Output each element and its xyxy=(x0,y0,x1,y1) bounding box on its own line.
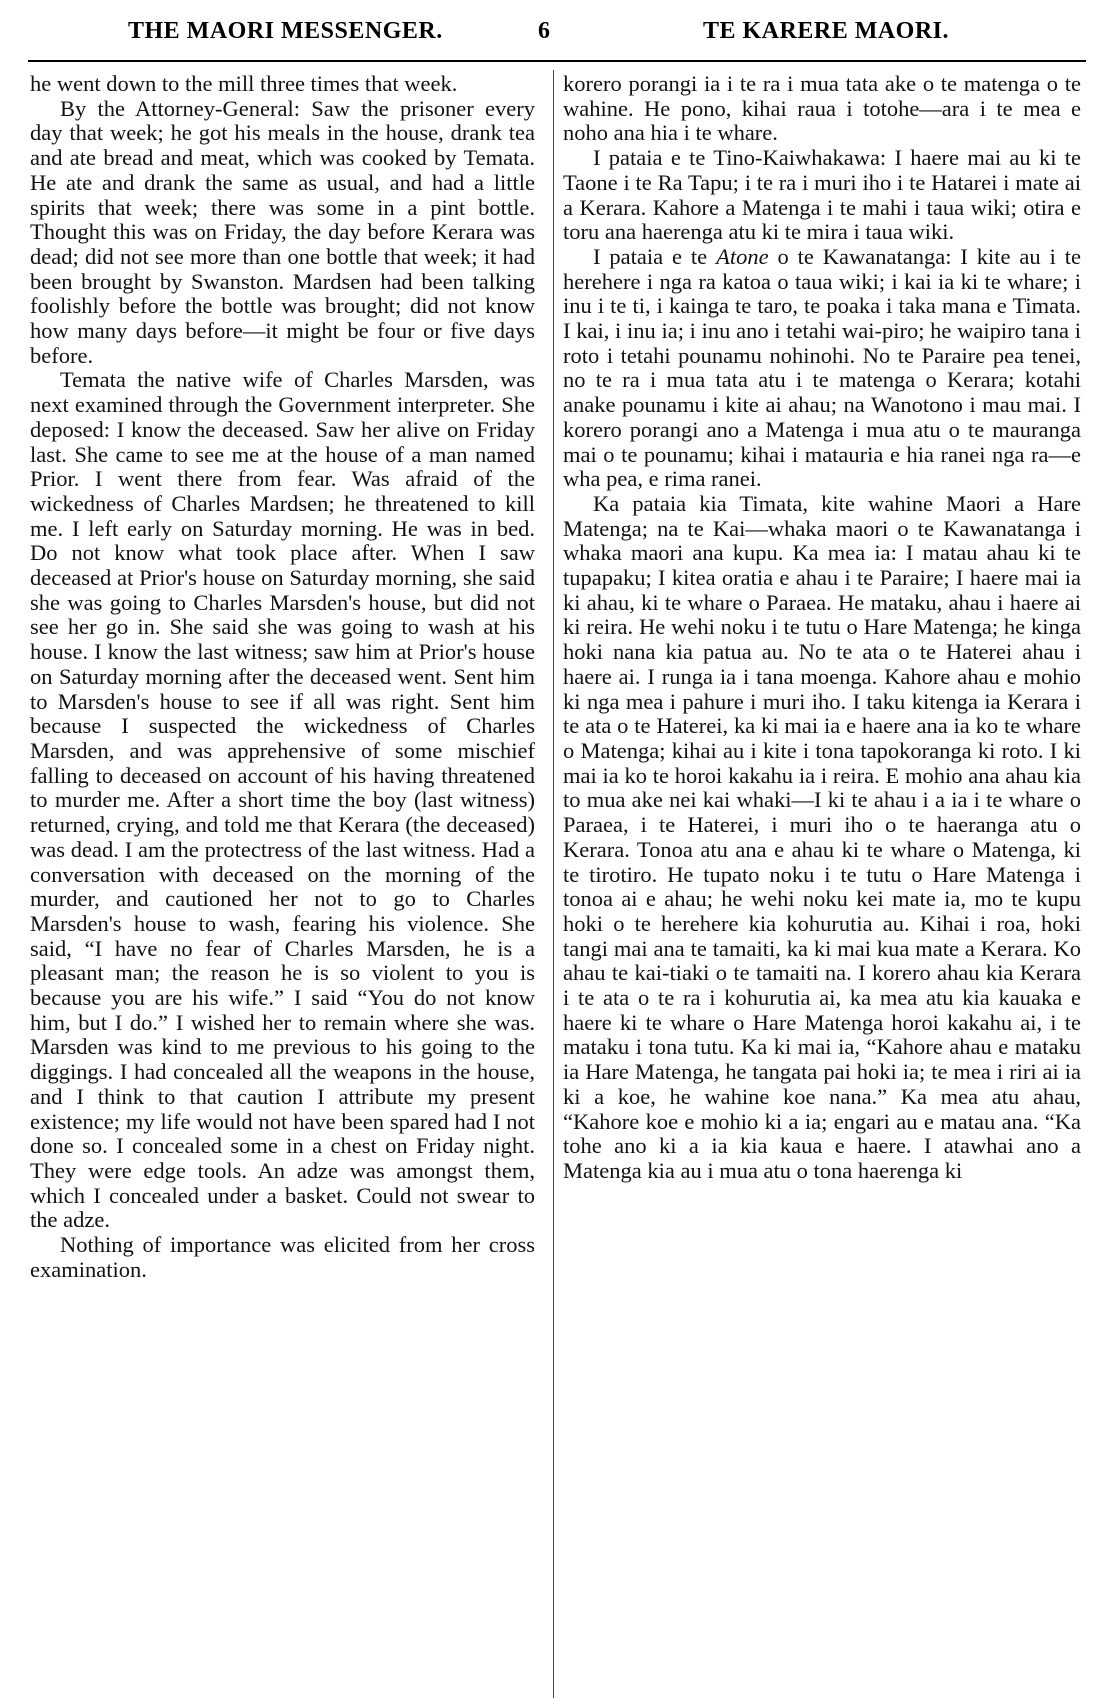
paragraph: korero porangi ia i te ra i mua tata ake o te matenga o te wahine. He pono, kihai raua i totohe—ara i te mea e noho ana hia i te whare. xyxy=(563,71,1081,146)
italic-word: Atone xyxy=(716,243,769,269)
header-rule xyxy=(28,60,1086,62)
paragraph: Ka pataia kia Timata, kite wahine Maori a Hare Matenga; na te Kai—whaka maori o te Kawanatanga i whaka maori ana kupu. Ka mea ia: I matau ahau ki te tupapaku; I kitea oratia e ahau i te Paraire; I haere mai ia ki ahau, ki te whare o Paraea. He mataku, ahau i haere ai ki reira. He wehi noku i te tutu o Hare Matenga; he kinga hoki nana kia patua au. No te ata o te Haterei ahau i haere ai. I runga ia i tana moenga. Kahore ahau e mohio ki nga mea i pahure i muri iho. I taku kitenga ia Kerara i te ata o te Haterei, ka ki mai ia e haere ana ia ko te whare o Matenga; kihai au i kite i tona tapokoranga ki roto. I ki mai ia ko te horoi kakahu ia i reira. E mohio ana ahau kia to mua ake nei kai whaki—I ki te ahau i a ia i te whare o Paraea, i te Haterei, i muri iho o te haeranga atu o Kerara. Tonoa atu ana e ahau ki te whare o Matenga, ki te tirotiro. He tupato noku i te tutu o Hare Matenga i tonoa ai e ahau; he wehi noku kei mate ia, mo te kupu hoki o te herehere kia kohurutia au. Kihai i roa, hoki tangi mai ana te tamaiti, ka ki mai kua mate a Kerara. Ko ahau te kai-tiaki o te tamaiti na. I korero ahau kia Kerara i te ata o te ra i kohurutia ai, ka mea atu kia kauaka e haere ki te whare o Hare Matenga horoi kakahu ai, i te mataku i tona tutu. Ka ki mai ia, “Kahore ahau e mataku ia Hare Matenga, he tangata pai hoki ia; te mea i riri ai ia ki a koe, he wahine koe nana.” Ka mea atu ahau, “Kahore koe e mohio ki a ia; engari au e matau ana. “Ka tohe ano ki a ia kia kaua e haere. I atawhai ano a Matenga kia au i mua atu o tona haerenga ki xyxy=(563,490,1081,1183)
paragraph: Temata the native wife of Charles Marsden, was next examined through the Government interpreter. She deposed: I know the deceased. Saw her alive on Friday last. She came to see me at the house of a man named Prior. I went there from fear. Was afraid of the wickedness of Charles Mardsen; he threatened to kill me. I left early on Saturday morning. He was in bed. Do not know what took place after. When I saw deceased at Prior's house on Saturday morning, she said she was going to Charles Marsden's house, but did not see her go in. She said she was going to wash at his house. I know the last witness; saw him at Prior's house on Saturday morning after the deceased went. Sent him to Marsden's house to see if all was right. Sent him because I suspected the wickedness of Charles Marsden, and was apprehensive of some mischief falling to deceased on account of his having threatened to murder me. After a short time the boy (last witness) returned, crying, and told me that Kerara (the deceased) was dead. I am the protectress of the last witness. Had a conversation with deceased on the morning of the murder, and cautioned her not to go to Charles Marsden's house to wash, fearing his violence. She said, “I have no fear of Charles Marsden, he is a pleasant man; the reason he is so violent to you is because you are his wife.” I said “You do not know him, but I do.” I wished her to remain where she was. Marsden was kind to me previous to his going to the diggings. I had concealed all the weapons in the house, and I think to that caution I attribute my present existence; my life would not have been spared had I not done so. I concealed some in a chest on Friday night. They were edge tools. An adze was amongst them, which I concealed under a basket. Could not swear to the adze. xyxy=(30,367,535,1233)
english-column xyxy=(30,72,535,1282)
paragraph: Nothing of importance was elicited from her cross examination. xyxy=(30,1232,535,1282)
paragraph-text: I pataia e te xyxy=(593,243,717,269)
paragraph: By the Attorney-General: Saw the prisoner every day that week; he got his meals in the house, drank tea and ate bread and meat, which was cooked by Temata. He ate and drank the same as usual, and had a little spirits that week; there was some in a pint bottle. Thought this was on Friday, the day before Kerara was dead; did not see more than one bottle that week; it had been brought by Swanston. Mardsen had been talking foolishly before the bottle was brought; did not know how many days before—it might be four or five days before. xyxy=(30,95,535,368)
page-number: 6 xyxy=(538,18,551,44)
maori-column xyxy=(563,72,1081,1184)
column-divider xyxy=(553,70,554,1698)
page-header xyxy=(28,10,1088,50)
paragraph xyxy=(563,245,1081,492)
header-maori-title: TE KARERE MAORI. xyxy=(703,18,950,44)
paragraph-text: o te Kawanatanga: I kite au i te herehere i nga ra katoa o taua wiki; i kai ia ki te whare; i inu i te ti, i kainga te taro, te poaka i taka mana e Timata. I kai, i inu ia; i inu ano i tetahi wai-piro; he waipiro tana i roto i tetahi pounamu nohinohi. No te Paraire pea tenei, no te ra i mua tata atu i te matenga o Kerara; kotahi anake pounamu i kite ai ahau; na Wanotono i mau mai. I korero porangi ano a Matenga i mua atu o te mauranga mai o te pounamu; kihai i matauria e hia ranei nga ra—e wha pea, e rima ranei. xyxy=(563,243,1081,492)
paragraph: he went down to the mill three times that week. xyxy=(30,71,458,96)
header-english-title: THE MAORI MESSENGER. xyxy=(128,18,443,44)
paragraph: I pataia e te Tino-Kaiwhakawa: I haere mai au ki te Taone i te Ra Tapu; i te ra i muri iho i te Hatarei i mate ai a Kerara. Kahore a Matenga i te mahi i taua wiki; otira e toru ana haerenga atu ki te mira i taua wiki. xyxy=(563,145,1081,245)
